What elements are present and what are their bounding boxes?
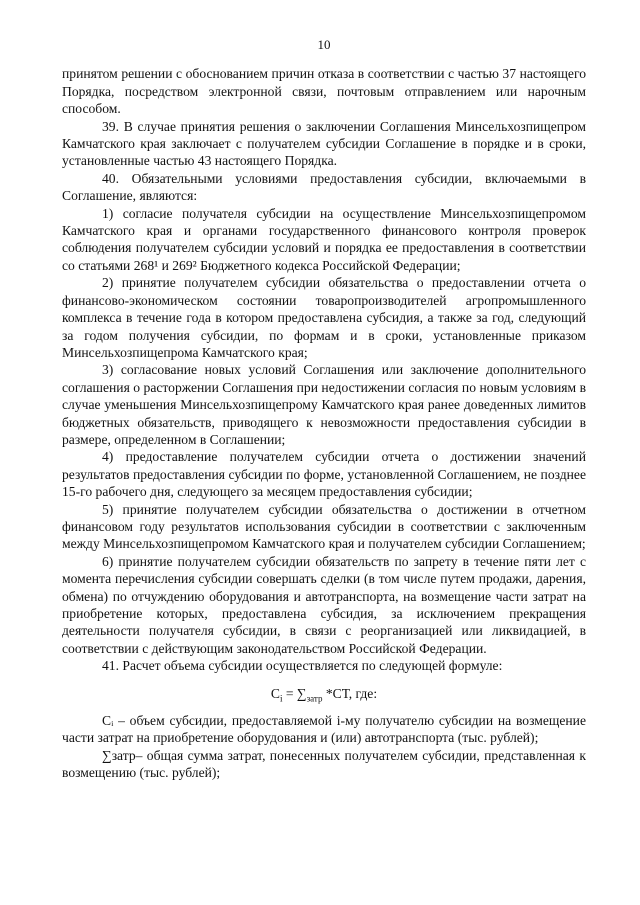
paragraph: 39. В случае принятия решения о заключении Соглашения Минсельхозпищепром Камчатского края заключает с получателем субсидии Соглашение в порядке и в сроки, установленные частью 43 настоящего Порядка. xyxy=(62,118,586,169)
definition: Сᵢ – объем субсидии, предоставляемой i-му получателю субсидии на возмещение части затрат на приобретение оборудования и (или) автотранспорта (тыс. рублей); xyxy=(62,713,586,746)
paragraph: 5) принятие получателем субсидии обязательства о достижении в отчетном финансовом году результатов использования субсидии в соответствии с заключенным между Минсельхозпищепромом Камчатского края и получателем субсидии Соглашением; xyxy=(62,501,586,552)
formula-sum-subscript: затр xyxy=(306,693,323,704)
paragraph: 6) принятие получателем субсидии обязательств по запрету в течение пяти лет с момента перечисления субсидии совершать сделки (в том числе путем продажи, дарения, обмена) по отчуждению оборудования и автотранспорта, на возмещение части затрат на приобретение которых, предоставлена субсидия, за исключением прекращения деятельности получателя субсидии, в связи с реорганизацией или ликвидацией, в соответствии с действующим законодательством Российской Федерации. xyxy=(62,553,586,656)
page-number: 10 xyxy=(317,37,331,52)
formula-rest: *СТ, где: xyxy=(322,685,378,701)
definition: ∑затр– общая сумма затрат, понесенных получателем субсидии, представленная к возмещению (тыс. рублей); xyxy=(62,747,586,781)
paragraph: 41. Расчет объема субсидии осуществляется по следующей формуле: xyxy=(102,658,503,674)
formula-eq: = ∑ xyxy=(282,685,307,701)
paragraph: 40. Обязательными условиями предоставления субсидии, включаемыми в Соглашение, являются: xyxy=(62,170,586,204)
paragraph: 1) согласие получателя субсидии на осуществление Минсельхозпищепромом Камчатского края и органами государственного финансового контроля проверок соблюдения получателем субсидии условий и порядка ее предоставления в соответствии со статьями 268¹ и 269² Бюджетного кодекса Российской Федерации; xyxy=(62,205,586,273)
paragraph: 2) принятие получателем субсидии обязательства о предоставлении отчета о финансово-экономическом состоянии товаропроизводителей агропромышленного комплекса в течение года в котором предоставлена субсидия, а также за год, следующий за годом получения субсидии, по формам и в сроки, установленные приказом Минсельхозпищепрома Камчатского края; xyxy=(62,275,586,360)
formula-lhs-subscript: i xyxy=(279,693,283,704)
paragraph: 3) согласование новых условий Соглашения или заключение дополнительного соглашения о расторжении Соглашения при недостижении согласия по новым условиям в случае уменьшения Минсельхозпищепрому Камчатского края ранее доведенных лимитов бюджетных обязательств, приводящего к невозможности предоставления субсидии в размере, определенном в Соглашении; xyxy=(62,362,586,447)
paragraph: принятом решении с обоснованием причин отказа в соответствии с частью 37 настоящего Порядка, посредством электронной связи, почтовым отправлением или нарочным способом. xyxy=(62,66,586,117)
document-page xyxy=(62,36,586,782)
paragraph: 4) предоставление получателем субсидии отчета о достижении значений результатов предоставления субсидии по форме, установленной Соглашением, не позднее 15-го рабочего дня, следующего за месяцем предоставления субсидии; xyxy=(62,449,586,500)
formula xyxy=(62,685,586,702)
formula-lhs: С xyxy=(270,685,280,701)
